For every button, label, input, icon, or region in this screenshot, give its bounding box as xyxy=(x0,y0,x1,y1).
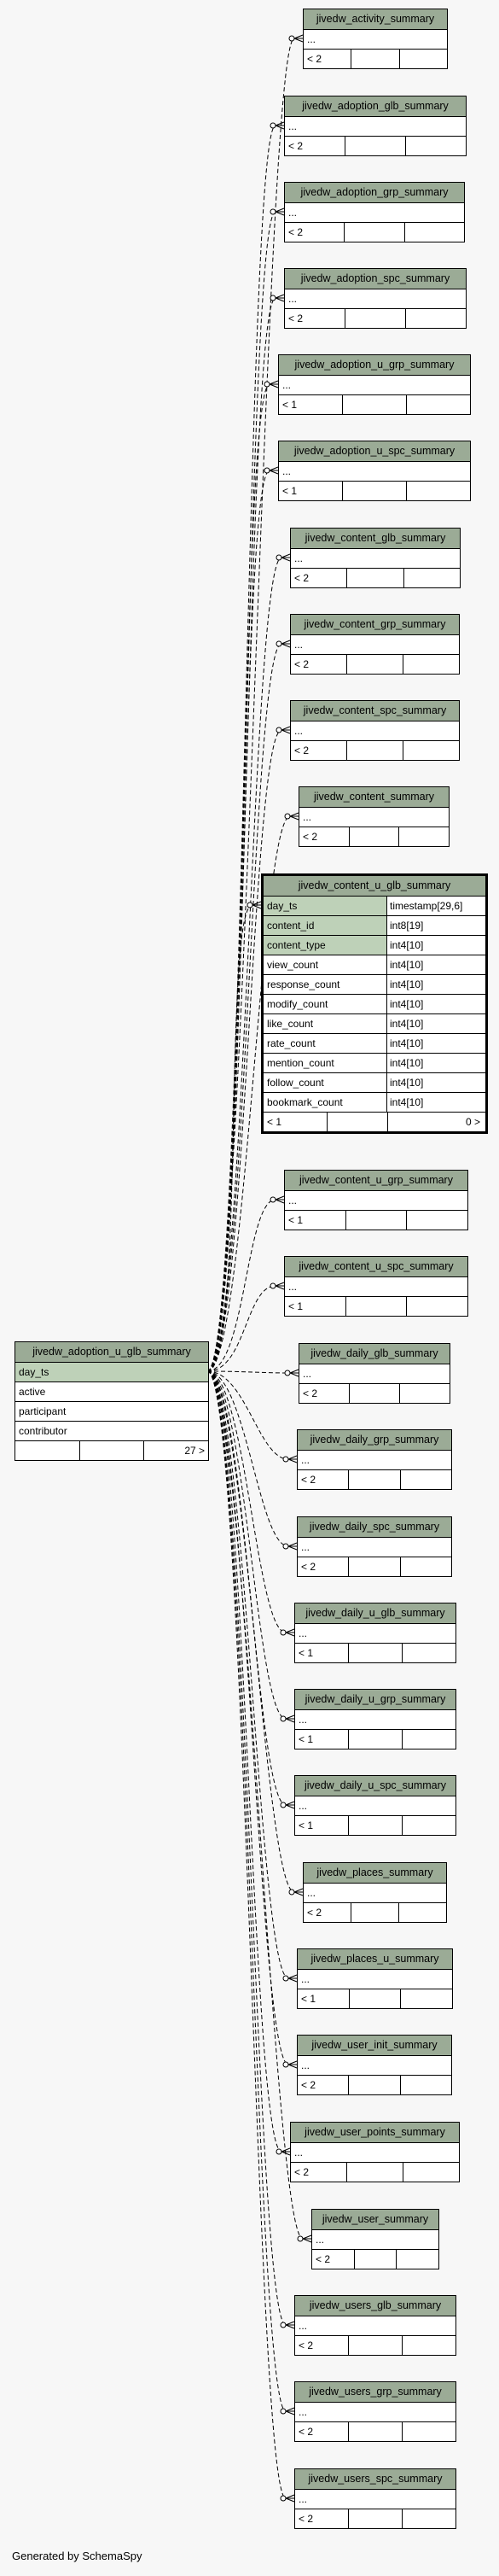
edge-to-jivedw-users-grp-summary xyxy=(207,1371,286,2411)
parents-count: < 2 xyxy=(299,1384,350,1403)
children-cell xyxy=(399,1903,446,1922)
spacer-cell xyxy=(349,2509,403,2528)
column-ellipsis: ... xyxy=(279,376,470,395)
parents-count: < 1 xyxy=(285,1211,346,1230)
table-header: jivedw_users_glb_summary xyxy=(295,2296,455,2316)
spacer-cell xyxy=(343,395,407,414)
crows-foot-marker xyxy=(290,813,299,820)
column-ellipsis: ... xyxy=(285,117,466,137)
crows-foot-marker xyxy=(281,554,290,561)
table-footer xyxy=(295,2336,455,2355)
spacer-cell xyxy=(343,482,407,500)
edge-to-jivedw-adoption-glb-summary xyxy=(207,126,276,1371)
table-jivedw-adoption-u-glb-summary[interactable] xyxy=(15,1341,209,1461)
table-footer xyxy=(291,569,460,587)
crows-foot-marker xyxy=(276,1282,284,1289)
table-footer xyxy=(304,1903,446,1922)
table-header: jivedw_user_init_summary xyxy=(298,2036,451,2056)
crows-foot-marker xyxy=(286,1802,294,1808)
parents-count: < 1 xyxy=(285,1297,346,1316)
column-ellipsis: ... xyxy=(295,2403,455,2422)
crows-foot-marker xyxy=(294,35,303,42)
column-ellipsis: ... xyxy=(298,1538,451,1557)
column-row xyxy=(264,1093,485,1113)
parents-count: < 2 xyxy=(291,655,347,674)
optional-marker xyxy=(281,1630,286,1635)
column-row xyxy=(264,897,485,916)
spacer-cell xyxy=(346,1297,408,1316)
optional-marker xyxy=(283,1457,288,1462)
column-ellipsis: ... xyxy=(298,1451,451,1470)
parents-count: < 2 xyxy=(298,2076,349,2094)
table-header: jivedw_adoption_u_spc_summary xyxy=(279,441,470,462)
optional-marker xyxy=(281,1802,286,1808)
table-header: jivedw_content_glb_summary xyxy=(291,529,460,549)
crows-foot-marker xyxy=(276,122,284,129)
parents-count: < 2 xyxy=(304,50,351,68)
column-row: active xyxy=(15,1382,208,1402)
children-cell xyxy=(407,1211,467,1230)
children-cell xyxy=(403,741,459,760)
column-ellipsis: ... xyxy=(279,462,470,482)
optional-marker xyxy=(270,1283,276,1288)
parents-count: < 2 xyxy=(298,1557,349,1576)
crows-foot-marker xyxy=(286,2408,294,2415)
optional-marker xyxy=(283,2062,288,2067)
edge-to-jivedw-daily-glb-summary xyxy=(207,1371,290,1373)
column-type: int4[10] xyxy=(390,1018,424,1030)
crows-foot-marker xyxy=(281,727,290,733)
parents-count: < 2 xyxy=(291,2163,347,2182)
spacer-cell xyxy=(347,569,403,587)
parents-count: < 2 xyxy=(312,2250,355,2269)
column-name: view_count xyxy=(264,955,387,974)
column-type: timestamp[29,6] xyxy=(387,897,485,915)
crows-foot-marker xyxy=(286,2495,294,2502)
spacer-cell xyxy=(355,2250,397,2269)
children-cell xyxy=(406,309,466,328)
table-header: jivedw_user_summary xyxy=(312,2210,438,2230)
parents-count: < 2 xyxy=(285,223,345,242)
column-row xyxy=(264,1073,485,1093)
optional-marker xyxy=(285,1370,290,1376)
table-jivedw-daily-glb-summary[interactable] xyxy=(299,1343,450,1404)
spacer-cell xyxy=(349,2076,400,2094)
table-header: jivedw_places_summary xyxy=(304,1863,446,1884)
optional-marker xyxy=(289,1890,294,1895)
column-type: int4[10] xyxy=(390,1057,424,1069)
children-cell xyxy=(401,1989,452,2008)
table-jivedw-content-glb-summary[interactable] xyxy=(290,528,461,588)
children-cell xyxy=(399,827,449,846)
table-header: jivedw_content_u_grp_summary xyxy=(285,1171,467,1191)
parents-count: < 1 xyxy=(295,1730,349,1749)
column-row xyxy=(264,955,485,975)
crows-foot-marker xyxy=(281,640,290,647)
table-jivedw-users-spc-summary[interactable] xyxy=(294,2468,456,2529)
table-jivedw-content-spc-summary[interactable] xyxy=(290,700,460,761)
crows-foot-marker xyxy=(288,1543,297,1550)
children-cell xyxy=(397,2250,438,2269)
crows-foot-marker xyxy=(288,1975,297,1982)
table-footer xyxy=(291,655,459,674)
table-footer xyxy=(299,827,449,846)
parents-count: < 2 xyxy=(295,2336,349,2355)
table-footer xyxy=(295,1730,455,1749)
table-jivedw-adoption-grp-summary[interactable] xyxy=(284,182,465,242)
spacer-cell xyxy=(350,827,400,846)
table-footer xyxy=(285,309,466,328)
spacer-cell xyxy=(346,1211,408,1230)
spacer-cell xyxy=(349,1816,403,1835)
table-jivedw-adoption-u-grp-summary[interactable] xyxy=(278,354,471,415)
table-jivedw-adoption-u-spc-summary[interactable] xyxy=(278,441,471,501)
table-jivedw-places-summary[interactable] xyxy=(303,1862,447,1923)
column-ellipsis: ... xyxy=(295,2490,455,2509)
table-footer xyxy=(298,1470,451,1489)
spacer-cell xyxy=(351,1903,399,1922)
table-header: jivedw_content_u_spc_summary xyxy=(285,1257,467,1277)
column-ellipsis: ... xyxy=(285,289,466,309)
children-cell xyxy=(404,569,460,587)
table-footer xyxy=(291,741,459,760)
table-header: jivedw_daily_grp_summary xyxy=(298,1430,451,1451)
column-type: int4[10] xyxy=(390,1037,424,1049)
column-ellipsis: ... xyxy=(285,203,464,223)
spacer-cell xyxy=(349,2422,403,2441)
table-jivedw-adoption-glb-summary[interactable] xyxy=(284,96,467,156)
spacer-cell xyxy=(349,1470,400,1489)
crows-foot-marker xyxy=(270,467,278,474)
column-ellipsis: ... xyxy=(304,1884,446,1903)
table-footer xyxy=(285,223,464,242)
column-type: int4[10] xyxy=(387,936,485,955)
table-footer xyxy=(298,1557,451,1576)
parents-count: < 2 xyxy=(291,741,347,760)
parents-count: < 2 xyxy=(285,309,345,328)
parents-count: < 2 xyxy=(304,1903,351,1922)
children-cell xyxy=(403,2336,455,2355)
table-jivedw-content-u-grp-summary[interactable] xyxy=(284,1170,468,1230)
column-ellipsis: ... xyxy=(291,635,459,655)
children-cell xyxy=(403,1730,455,1749)
column-name: bookmark_count xyxy=(264,1093,387,1112)
table-jivedw-users-grp-summary[interactable] xyxy=(294,2381,456,2442)
optional-marker xyxy=(276,2149,281,2154)
children-cell xyxy=(403,1644,455,1662)
table-header: jivedw_daily_u_grp_summary xyxy=(295,1690,455,1710)
table-jivedw-content-u-glb-summary[interactable] xyxy=(261,873,488,1134)
table-header: jivedw_daily_glb_summary xyxy=(299,1344,450,1364)
optional-marker xyxy=(281,2322,286,2328)
table-footer xyxy=(299,1384,450,1403)
column-row xyxy=(264,1034,485,1054)
column-row: day_ts xyxy=(15,1363,208,1382)
optional-marker xyxy=(276,555,281,560)
column-ellipsis: ... xyxy=(312,2230,438,2250)
children-cell xyxy=(400,1384,450,1403)
column-ellipsis: ... xyxy=(304,30,447,50)
spacer-cell xyxy=(351,50,399,68)
children-cell xyxy=(407,482,470,500)
table-jivedw-adoption-spc-summary[interactable] xyxy=(284,268,467,329)
table-header: jivedw_users_grp_summary xyxy=(295,2382,455,2403)
parents-count: < 2 xyxy=(291,569,347,587)
parents-count: < 1 xyxy=(264,1113,328,1131)
optional-marker xyxy=(281,2496,286,2501)
optional-marker xyxy=(285,814,290,819)
optional-marker xyxy=(298,2236,303,2241)
column-type: int4[10] xyxy=(390,1096,424,1108)
edge-to-jivedw-user-init-summary xyxy=(207,1371,288,2065)
children-cell xyxy=(406,137,466,155)
table-footer xyxy=(264,1113,485,1131)
table-footer xyxy=(285,1211,467,1230)
children-cell xyxy=(401,1557,451,1576)
optional-marker xyxy=(276,727,281,733)
edge-to-jivedw-daily-u-spc-summary xyxy=(207,1371,286,1805)
crows-foot-marker xyxy=(288,2061,297,2068)
crows-foot-marker xyxy=(286,1715,294,1722)
edge-to-jivedw-users-spc-summary xyxy=(207,1371,286,2498)
table-footer xyxy=(295,1644,455,1662)
column-row xyxy=(264,916,485,936)
spacer-cell xyxy=(345,137,406,155)
crows-foot-marker xyxy=(276,1196,284,1203)
parents-count: < 2 xyxy=(295,2509,349,2528)
table-header: jivedw_content_grp_summary xyxy=(291,615,459,635)
column-type: int4[10] xyxy=(390,998,424,1010)
table-footer xyxy=(285,137,466,155)
column-ellipsis: ... xyxy=(298,2056,451,2076)
parents-count: < 1 xyxy=(295,1816,349,1835)
spacer-cell xyxy=(350,1989,402,2008)
optional-marker xyxy=(264,468,270,473)
table-footer xyxy=(298,2076,451,2094)
table-header: jivedw_content_u_glb_summary xyxy=(264,876,485,897)
table-jivedw-daily-grp-summary[interactable] xyxy=(297,1429,452,1490)
column-ellipsis: ... xyxy=(291,2143,459,2163)
spacer-cell xyxy=(349,1730,403,1749)
crows-foot-marker xyxy=(276,208,284,215)
table-header: jivedw_adoption_u_glb_summary xyxy=(15,1342,208,1363)
column-ellipsis: ... xyxy=(285,1277,467,1297)
table-footer xyxy=(312,2250,438,2269)
table-footer xyxy=(15,1441,208,1460)
table-footer xyxy=(295,2422,455,2441)
table-jivedw-activity-summary[interactable] xyxy=(303,9,448,69)
table-jivedw-daily-u-grp-summary[interactable] xyxy=(294,1689,456,1749)
optional-marker xyxy=(270,123,276,128)
parents-count: < 2 xyxy=(298,1470,349,1489)
generator-credit: Generated by SchemaSpy xyxy=(12,2550,142,2562)
children-cell xyxy=(400,50,447,68)
table-jivedw-places-u-summary[interactable] xyxy=(297,1948,453,2009)
optional-marker xyxy=(283,1544,288,1549)
table-header: jivedw_adoption_u_grp_summary xyxy=(279,355,470,376)
spacer-cell xyxy=(347,2163,403,2182)
table-jivedw-content-summary[interactable] xyxy=(299,786,450,847)
column-ellipsis: ... xyxy=(299,1364,450,1384)
children-cell xyxy=(403,655,459,674)
column-row: contributor xyxy=(15,1422,208,1441)
spacer-cell xyxy=(350,1384,400,1403)
table-footer xyxy=(285,1297,467,1316)
table-header: jivedw_user_points_summary xyxy=(291,2123,459,2143)
column-name: day_ts xyxy=(264,897,387,915)
spacer-cell xyxy=(345,309,406,328)
column-name: modify_count xyxy=(264,995,387,1013)
table-header: jivedw_adoption_grp_summary xyxy=(285,183,464,203)
spacer-cell xyxy=(345,223,404,242)
table-jivedw-content-grp-summary[interactable] xyxy=(290,614,460,675)
table-jivedw-user-init-summary[interactable] xyxy=(297,2035,452,2095)
parents-count: < 2 xyxy=(285,137,345,155)
children-cell xyxy=(403,2163,459,2182)
children-cell xyxy=(407,395,470,414)
children-cell xyxy=(403,2422,455,2441)
optional-marker xyxy=(270,1197,276,1202)
table-header: jivedw_adoption_spc_summary xyxy=(285,269,466,289)
column-ellipsis: ... xyxy=(291,549,460,569)
column-ellipsis: ... xyxy=(295,2316,455,2336)
optional-marker xyxy=(281,1716,286,1721)
table-footer xyxy=(304,50,447,68)
column-row xyxy=(264,975,485,995)
optional-marker xyxy=(281,2409,286,2414)
table-jivedw-daily-spc-summary[interactable] xyxy=(297,1516,452,1577)
column-ellipsis: ... xyxy=(295,1796,455,1816)
table-jivedw-daily-u-glb-summary[interactable] xyxy=(294,1603,456,1663)
table-header: jivedw_adoption_glb_summary xyxy=(285,96,466,117)
children-cell xyxy=(403,1816,455,1835)
children-cell xyxy=(407,1297,467,1316)
column-ellipsis: ... xyxy=(285,1191,467,1211)
spacer-cell xyxy=(349,1557,400,1576)
table-footer xyxy=(291,2163,459,2182)
parents-count: < 2 xyxy=(295,2422,349,2441)
table-jivedw-user-points-summary[interactable] xyxy=(290,2122,460,2182)
column-name: mention_count xyxy=(264,1054,387,1072)
children-cell xyxy=(405,223,464,242)
column-name: follow_count xyxy=(264,1073,387,1092)
spacer-cell xyxy=(80,1441,145,1460)
column-type: int8[19] xyxy=(387,916,485,935)
parents-count: < 2 xyxy=(299,827,350,846)
spacer-cell xyxy=(349,2336,403,2355)
parents-count: < 1 xyxy=(279,482,343,500)
edge-to-jivedw-daily-u-grp-summary xyxy=(207,1371,286,1719)
children-count: 27 > xyxy=(184,1445,206,1457)
children-count: 0 > xyxy=(465,1116,480,1128)
table-footer xyxy=(298,1989,452,2008)
optional-marker xyxy=(276,641,281,646)
crows-foot-marker xyxy=(270,381,278,388)
table-footer xyxy=(279,395,470,414)
table-jivedw-users-glb-summary[interactable] xyxy=(294,2295,456,2356)
optional-marker xyxy=(247,902,252,908)
optional-marker xyxy=(270,209,276,214)
crows-foot-marker xyxy=(290,1370,299,1376)
crows-foot-marker xyxy=(303,2235,311,2242)
table-header: jivedw_daily_u_glb_summary xyxy=(295,1603,455,1624)
column-ellipsis: ... xyxy=(295,1624,455,1644)
crows-foot-marker xyxy=(276,295,284,301)
column-name: response_count xyxy=(264,975,387,994)
table-footer xyxy=(295,2509,455,2528)
parents-count: < 1 xyxy=(279,395,343,414)
spacer-cell xyxy=(349,1644,403,1662)
column-type: int4[10] xyxy=(390,978,424,990)
edge-to-jivedw-activity-summary xyxy=(207,38,294,1371)
column-type: int4[10] xyxy=(390,1077,424,1089)
spacer-cell xyxy=(347,741,403,760)
table-header: jivedw_content_spc_summary xyxy=(291,701,459,721)
parents-count: < 1 xyxy=(295,1644,349,1662)
table-header: jivedw_daily_u_spc_summary xyxy=(295,1776,455,1796)
parents-count: < 1 xyxy=(298,1989,350,2008)
table-header: jivedw_daily_spc_summary xyxy=(298,1517,451,1538)
optional-marker xyxy=(270,295,276,301)
column-row xyxy=(264,995,485,1014)
table-header: jivedw_content_summary xyxy=(299,787,449,808)
children-cell xyxy=(401,2076,451,2094)
table-footer xyxy=(295,1816,455,1835)
column-row xyxy=(264,1014,485,1034)
column-name: rate_count xyxy=(264,1034,387,1053)
spacer-cell xyxy=(328,1113,388,1131)
column-row xyxy=(264,936,485,955)
edge-to-jivedw-daily-grp-summary xyxy=(207,1371,288,1459)
column-ellipsis: ... xyxy=(298,1970,452,1989)
parents-cell xyxy=(15,1441,80,1460)
table-header: jivedw_places_u_summary xyxy=(298,1949,452,1970)
table-header: jivedw_activity_summary xyxy=(304,9,447,30)
column-name: like_count xyxy=(264,1014,387,1033)
crows-foot-marker xyxy=(288,1456,297,1463)
edge-to-jivedw-adoption-spc-summary xyxy=(207,298,276,1371)
crows-foot-marker xyxy=(286,2322,294,2328)
column-ellipsis: ... xyxy=(291,721,459,741)
column-row: participant xyxy=(15,1402,208,1422)
column-ellipsis: ... xyxy=(295,1710,455,1730)
children-cell xyxy=(403,2509,455,2528)
table-jivedw-daily-u-spc-summary[interactable] xyxy=(294,1775,456,1836)
table-header: jivedw_users_spc_summary xyxy=(295,2469,455,2490)
column-type: int4[10] xyxy=(390,959,424,971)
spacer-cell xyxy=(347,655,403,674)
column-row xyxy=(264,1054,485,1073)
optional-marker xyxy=(283,1976,288,1981)
children-cell xyxy=(401,1470,451,1489)
table-jivedw-user-summary[interactable] xyxy=(311,2209,439,2269)
column-name: content_type xyxy=(264,936,387,955)
crows-foot-marker xyxy=(286,1629,294,1636)
optional-marker xyxy=(264,382,270,387)
table-jivedw-content-u-spc-summary[interactable] xyxy=(284,1256,468,1317)
optional-marker xyxy=(289,36,294,41)
column-ellipsis: ... xyxy=(299,808,449,827)
column-name: content_id xyxy=(264,916,387,935)
table-footer xyxy=(279,482,470,500)
crows-foot-marker xyxy=(294,1889,303,1895)
